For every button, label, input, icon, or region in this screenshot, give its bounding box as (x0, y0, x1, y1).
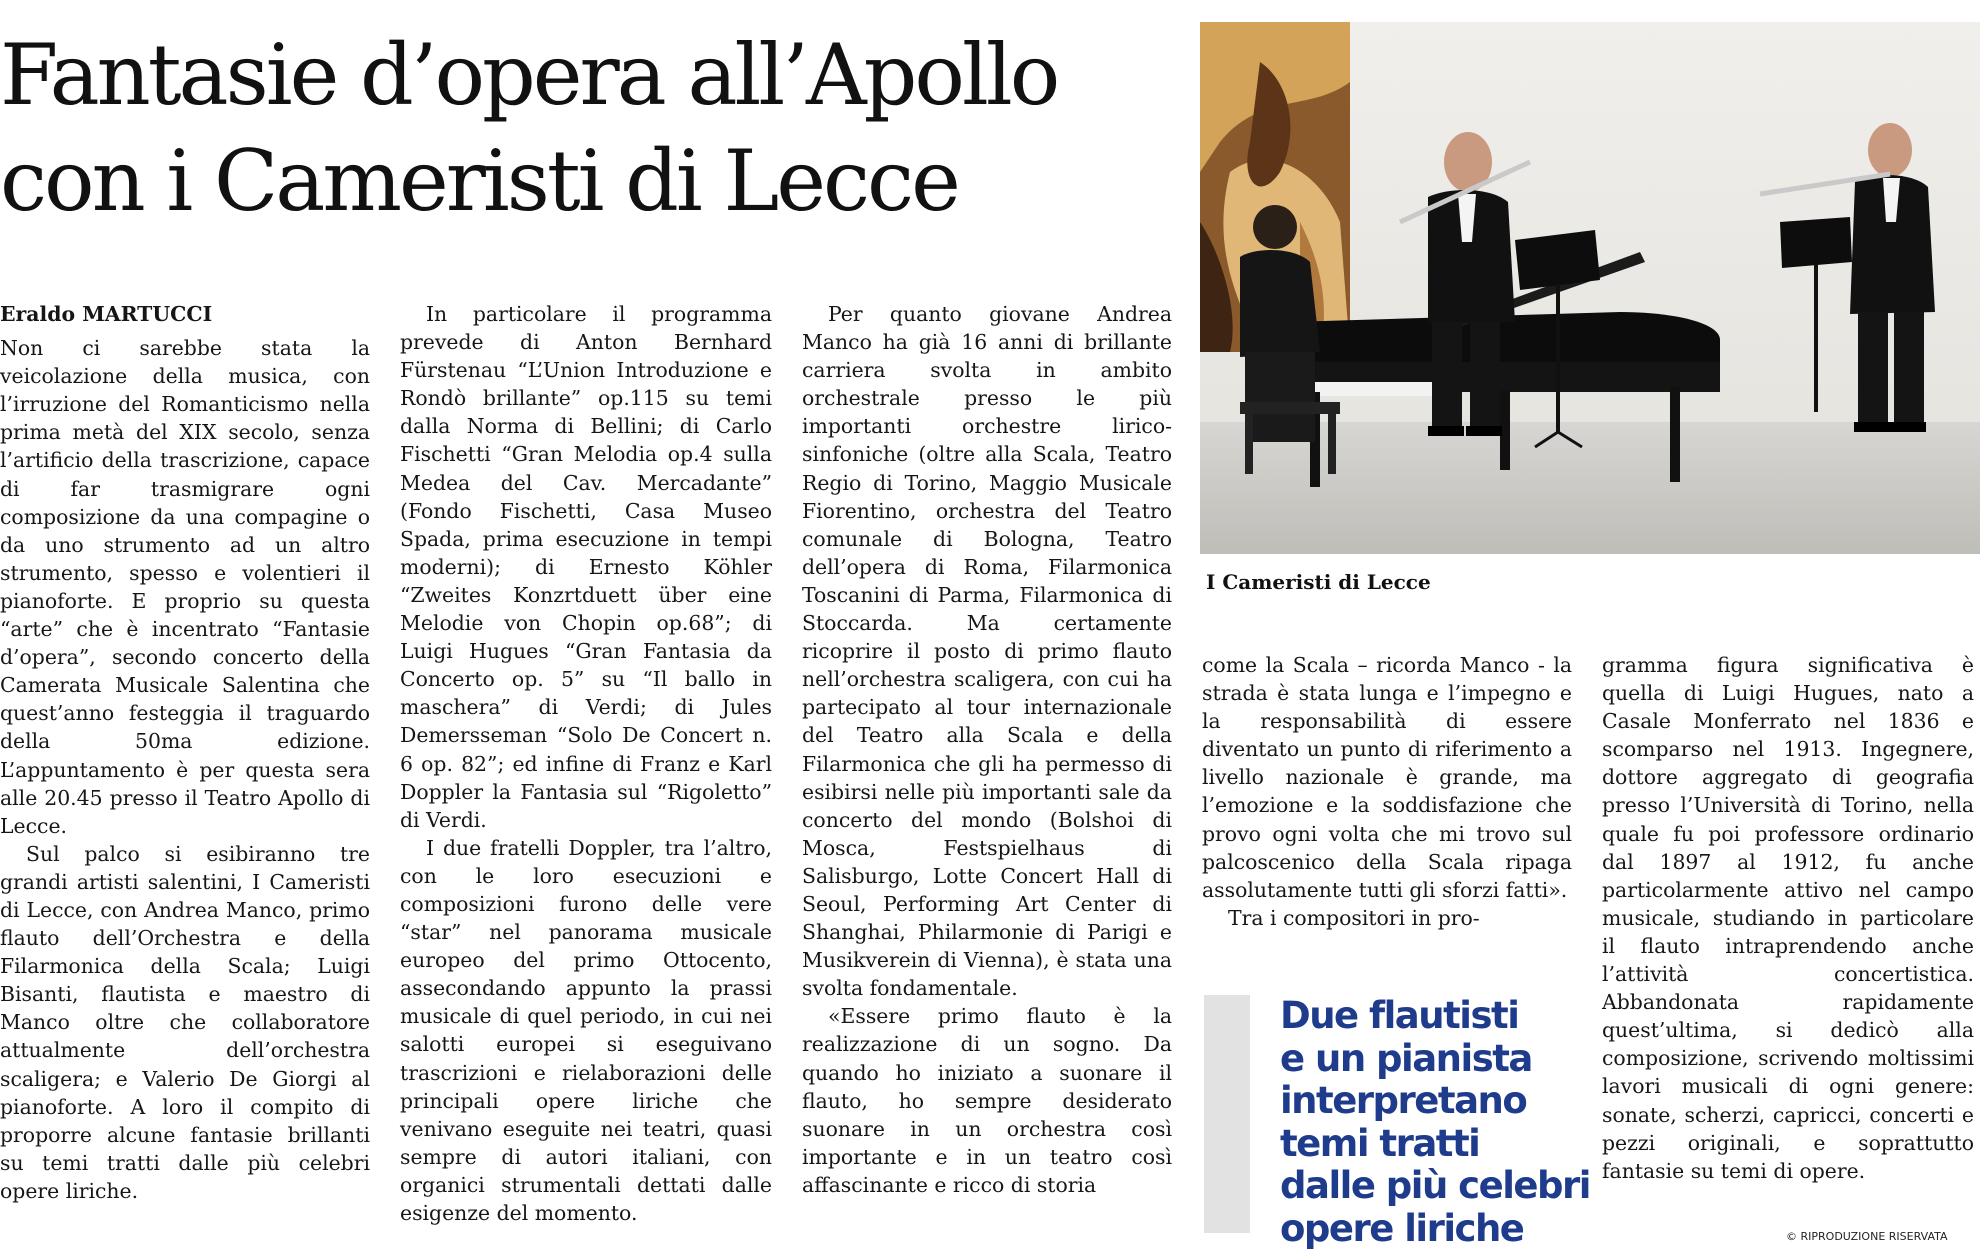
paragraph: In particolare il programma prevede di Anton Bernhard Fürstenau “L’Union Introduzione e Rondò brillante” op.115 su temi dalla Norma di Bellini; di Carlo Fischetti “Gran Melodia op.4 sulla Medea del Cav. Mercadante” (Fondo Fischetti, Casa Museo Spada, prima esecuzione in tempi moderni); di Ernesto Köhler “Zweites Konzrtduett über eine Melodie von Chopin op.68”; di Luigi Hugues “Gran Fantasia da Concerto op. 5” su “Il ballo in maschera” di Verdi; di Jules Demersseman “Solo De Concert n. 6 op. 82”; ed infine di Franz e Karl Doppler la Fantasia sul “Rigoletto” di Verdi. (400, 302, 772, 832)
paragraph: gramma figura significativa è quella di Luigi Hugues, nato a Casale Monferrato nel 1836 e scomparso nel 1913. Ingegnere, dottore aggregato di geografia presso l’Università di Torino, nella quale fu poi professore ordinario dal 1897 al 1912, fu anche particolarmente attivo nel campo musicale, studiando in particolare il flauto intraprendendo anche l’attività concertistica. Abbandonata rapidamente quest’ultima, si dedicò alla composizione, scrivendo moltissimi lavori musicali di ogni genere: sonate, scherzi, capricci, concerti e pezzi originali, e soprattutto fantasie su temi di opere. (1602, 653, 1974, 1183)
paragraph: Non ci sarebbe stata la veicolazione della musica, con l’irruzione del Romanticismo nella prima metà del XIX secolo, senza l’artificio della trascrizione, capace di far trasmigrare ogni composizione da una compagine o da uno strumento ad un altro strumento, spesso e volentieri il pianoforte. E proprio su questa “arte” che è incentrato “Fantasie d’opera”, secondo concerto della Camerata Musicale Salentina che quest’anno festeggia il traguardo della 50ma edizione. L’appuntamento è per questa sera alle 20.45 presso il Teatro Apollo di Lecce. (0, 336, 370, 838)
headline-line-2: con i Cameristi di Lecce (0, 132, 958, 230)
concert-photo-illustration (1200, 22, 1980, 554)
paragraph: Sul palco si esibiranno tre grandi artisti salentini, I Cameristi di Lecce, con Andrea Manco, primo flauto dell’Orchestra e della Filarmonica della Scala; Luigi Bisanti, flautista e maestro di Manco oltre che collaboratore attualmente dell’orchestra scaligera; e Valerio De Giorgi al pianoforte. A loro il compito di proporre alcune fantasie brillanti su temi tratti dalle più celebri opere liriche. (0, 841, 370, 1203)
copyright-notice: © RIPRODUZIONE RISERVATA (1786, 1230, 1948, 1243)
concert-photo (1200, 22, 1980, 554)
paragraph: Tra i compositori in pro- (1228, 905, 1480, 930)
paragraph: «Essere primo flauto è la realizzazione di un sogno. Da quando ho iniziato a suonare il flauto, ho sempre desiderato suonare in un orchestra così importante e in un teatro così affascinante e ricco di storia (802, 1004, 1172, 1197)
headline-line-1: Fantasie d’opera all’Apollo (0, 26, 1058, 124)
article-column-4 (1202, 651, 1572, 932)
pull-quote (1204, 994, 1590, 1250)
byline: Eraldo MARTUCCI (0, 302, 213, 326)
article-column-1 (0, 300, 370, 1205)
headline (0, 22, 1190, 234)
paragraph: come la Scala – ricorda Manco - la strada è stata lunga e l’impegno e la responsabilità di essere diventato un punto di riferimento a livello nazionale è grande, ma l’emozione e la soddisfazione che provo ogni volta che mi trovo sul palcoscenico della Scala ripaga assolutamente tutti gli sforzi fatti». (1202, 653, 1572, 902)
paragraph: Per quanto giovane Andrea Manco ha già 16 anni di brillante carriera svolta in ambito orchestrale presso le più importanti orchestre lirico-sinfoniche (oltre alla Scala, Teatro Regio di Torino, Maggio Musicale Fiorentino, orchestra del Teatro comunale di Bologna, Teatro dell’opera di Roma, Filarmonica Toscanini di Parma, Filarmonica di Stoccarda. Ma certamente ricoprire il posto di primo flauto nell’orchestra scaligera, con cui ha partecipato al tour internazionale del Teatro alla Scala e della Filarmonica che gli ha permesso di esibirsi nelle più importanti sale da concerto del mondo (Bolshoi di Mosca, Festspielhaus di Salisburgo, Lotte Concert Hall di Seoul, Performing Art Center di Shanghai, Philarmonie di Parigi e Musikverein di Vienna), è stata una svolta fondamentale. (802, 302, 1172, 1001)
pull-quote-text: Due flautisti e un pianista interpretano temi tratti dalle più celebri opere liriche (1280, 994, 1590, 1250)
article-column-5 (1602, 651, 1974, 1185)
article-column-2 (400, 300, 772, 1227)
article-column-3 (802, 300, 1172, 1199)
pull-quote-bar (1204, 995, 1250, 1233)
photo-caption: I Cameristi di Lecce (1206, 570, 1431, 594)
paragraph: I due fratelli Doppler, tra l’altro, con le loro esecuzioni e composizioni furono delle vere “star” nel panorama musicale europeo del primo Ottocento, assecondando appunto la prassi musicale di quel periodo, in cui nei salotti europei si eseguivano trascrizioni e rielaborazioni delle principali opere liriche che venivano eseguite nei teatri, quasi sempre di autori italiani, con organici strumentali dettati dalle esigenze del momento. (400, 835, 772, 1225)
